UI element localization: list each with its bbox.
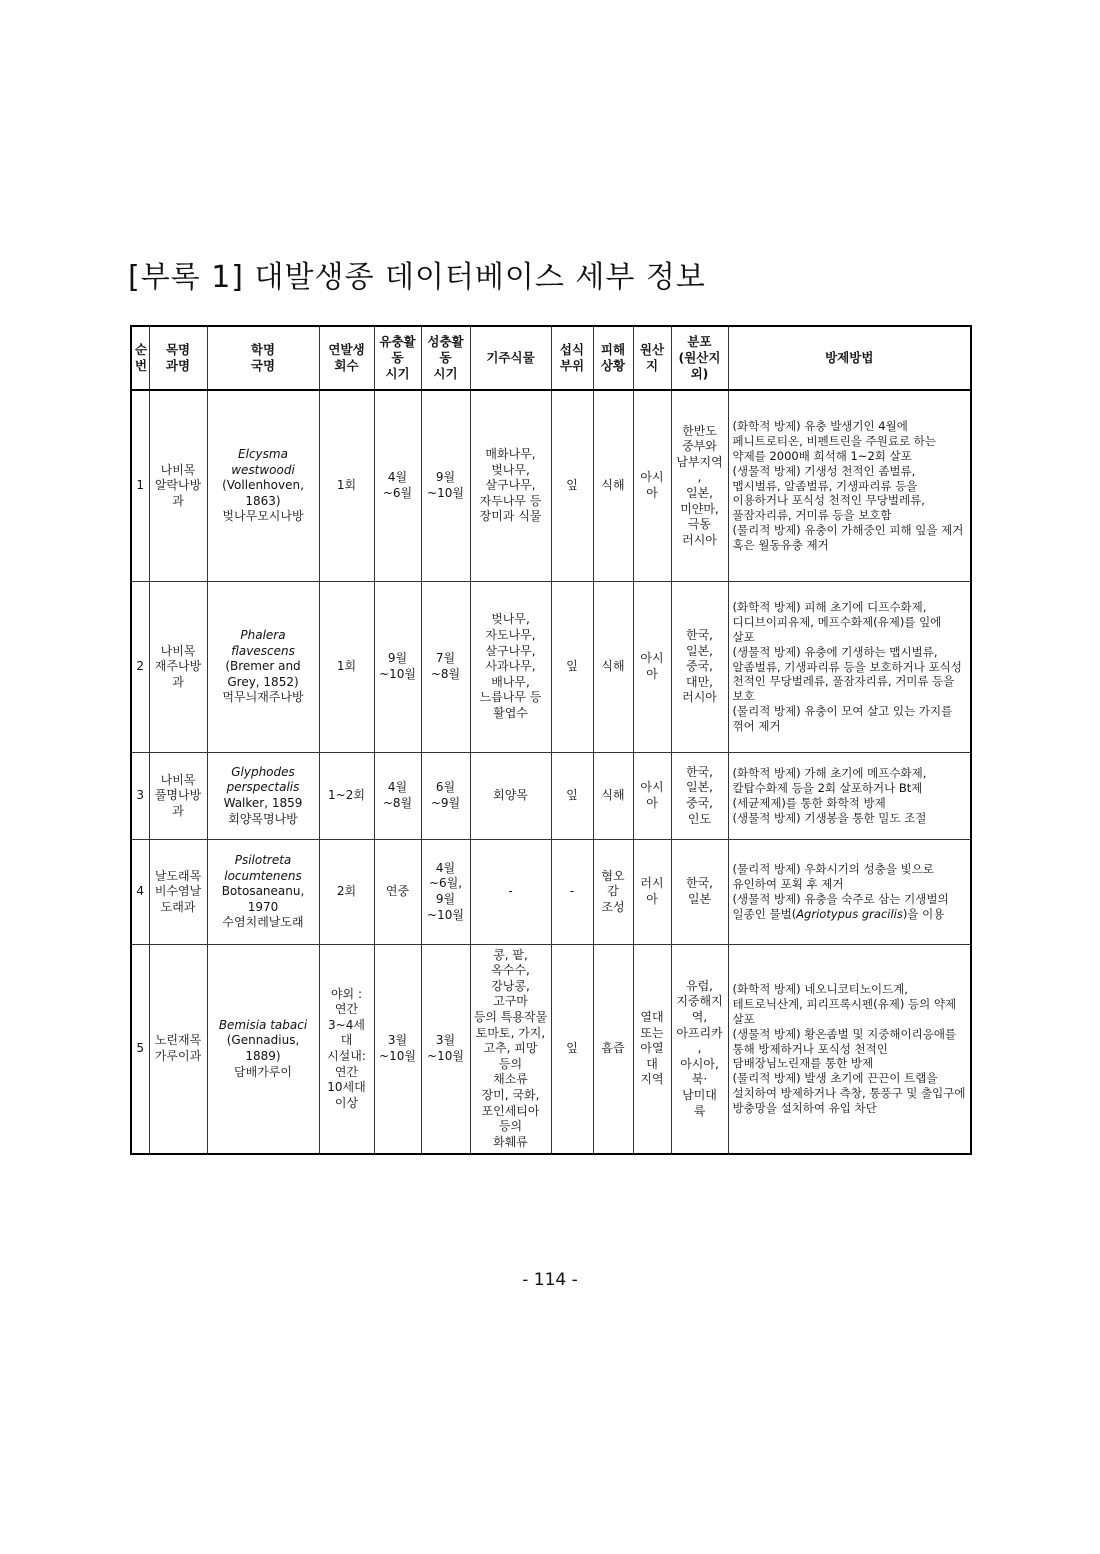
table-row [131,582,971,753]
cell-adult-period: 6월~9월 [421,753,470,840]
cell-adult-period: 4월~6월, 9월~10월 [421,840,470,945]
cell-host-plants: 매화나무, 벚나무, 살구나무, 자두나무 등 장미과 식물 [470,390,551,582]
cell-control: (화학적 방제) 가해 초기에 메프수화제, 칼탑수화제 등을 2회 살포하거나 Bt제(세균제제)를 통한 화학적 방제 (생물적 방제) 기생봉을 통한 밀도 조절 [728,753,971,840]
cell-scientific-name [207,840,319,945]
header-order-family: 목명 과명 [149,326,207,390]
cell-feeding-part: 잎 [551,390,593,582]
cell-order-family: 나비목 풀명나방과 [149,753,207,840]
cell-distribution: 한국, 일본, 중국, 대만, 러시아 [671,582,728,753]
cell-order-family: 나비목 알락나방과 [149,390,207,582]
cell-damage: 혐오감 조성 [593,840,633,945]
cell-adult-period: 7월~8월 [421,582,470,753]
korean-name: 회양목명나방 [228,811,298,826]
cell-feeding-part: 잎 [551,945,593,1155]
cell-control: (화학적 방제) 유충 발생기인 4월에 페니트로티온, 비펜트린을 주원료로 하는 약제를 2000배 희석해 1~2회 살포 (생물적 방제) 기생성 천적인 좀벌류, 맵시벌류, 알좀벌류, 기생파리류 등을 이용하거나 포식성 천적인 무당벌레류, 풀잠자리류, 거미류 등을 보호함 (물리적 방제) 유충이 가해중인 피해 잎을 제거 혹은 월동유충 제거 [728,390,971,582]
korean-name: 먹무늬재주나방 [222,690,304,705]
cell-origin: 열대 또는 아열대 지역 [633,945,671,1155]
cell-order-family: 노린재목 가루이과 [149,945,207,1155]
header-row [131,326,971,390]
cell-no: 3 [131,753,149,840]
cell-host-plants: 콩, 팥, 옥수수, 강낭콩, 고구마 등의 특용작물 토마토, 가지, 고추, 피망 등의 채소류 장미, 국화, 포인세티아 등의 화훼류 [470,945,551,1155]
cell-host-plants: 회양목 [470,753,551,840]
cell-no: 2 [131,582,149,753]
header-host-plants: 기주식물 [470,326,551,390]
cell-origin: 아시아 [633,582,671,753]
header-adult-period: 성충활동 시기 [421,326,470,390]
header-scientific-name: 학명 국명 [207,326,319,390]
page-number: - 114 - [522,1270,578,1290]
header-control: 방제방법 [728,326,971,390]
cell-feeding-part: 잎 [551,753,593,840]
header-larva-period: 유충활동 시기 [374,326,421,390]
author: (Gennadius, 1889) [226,1033,300,1063]
table-row [131,945,971,1155]
cell-generations: 1~2회 [319,753,374,840]
cell-feeding-part: 잎 [551,582,593,753]
scientific-name: Phalera flavescens [231,628,295,658]
cell-host-plants: 벚나무, 자도나무, 살구나무, 사과나무, 배나무, 느릅나무 등 활엽수 [470,582,551,753]
page-title: [부록 1] 대발생종 데이터베이스 세부 정보 [128,260,706,295]
cell-generations: 야외 : 연간 3~4세대 시설내:연간 10세대이상 [319,945,374,1155]
header-generations: 연발생 회수 [319,326,374,390]
header-distribution: 분포 (원산지외) [671,326,728,390]
scientific-name: Bemisia tabaci [218,1017,308,1032]
cell-order-family: 날도래목 비수염날도래과 [149,840,207,945]
table-row [131,753,971,840]
cell-damage: 흡즙 [593,945,633,1155]
cell-host-plants: - [470,840,551,945]
cell-larva-period: 3월~10월 [374,945,421,1155]
cell-adult-period: 3월~10월 [421,945,470,1155]
cell-damage: 식해 [593,390,633,582]
cell-feeding-part: - [551,840,593,945]
scientific-name: Glyphodes perspectalis [226,764,300,795]
cell-scientific-name [207,390,319,582]
cell-adult-period: 9월~10월 [421,390,470,582]
control-scientific-name: Agriotypus gracilis [796,906,903,921]
scientific-name: Elcysma westwoodi [231,447,295,477]
author: Botosaneanu, 1970 [221,884,305,914]
cell-generations: 1회 [319,390,374,582]
cell-generations: 2회 [319,840,374,945]
cell-no: 1 [131,390,149,582]
header-feeding-part: 섭식 부위 [551,326,593,390]
cell-no: 5 [131,945,149,1155]
cell-larva-period: 4월~8월 [374,753,421,840]
cell-order-family: 나비목 재주나방과 [149,582,207,753]
cell-scientific-name [207,753,319,840]
cell-larva-period: 9월~10월 [374,582,421,753]
cell-larva-period: 4월~6월 [374,390,421,582]
cell-origin: 러시아 [633,840,671,945]
outbreak-species-table [130,325,972,1155]
cell-distribution: 한반도 중부와 남부지역, 일본, 미얀마, 극동 러시아 [671,390,728,582]
cell-control [728,840,971,945]
korean-name: 벚나무모시나방 [222,509,304,524]
korean-name: 수염치레날도래 [222,915,304,930]
cell-control: (화학적 방제) 네오니코티노이드계, 테트로닉산계, 피리프록시펜(유제) 등의 약제 살포 (생물적 방제) 황온좀벌 및 지중해이리응애를 통해 방제하거나 포식성 천적인 담배장님노린재를 통한 방제 (물리적 방제) 발생 초기에 끈끈이 트랩을 설치하여 방제하거나 측창, 통풍구 및 출입구에 방충망을 설치하여 유입 차단 [728,945,971,1155]
header-damage: 피해 상황 [593,326,633,390]
cell-damage: 식해 [593,753,633,840]
author: Walker, 1859 [223,796,303,810]
author: (Bremer and Grey, 1852) [225,659,301,689]
cell-distribution: 한국, 일본 [671,840,728,945]
cell-distribution: 한국, 일본, 중국, 인도 [671,753,728,840]
cell-no: 4 [131,840,149,945]
cell-origin: 아시아 [633,390,671,582]
cell-origin: 아시아 [633,753,671,840]
korean-name: 담배가루이 [234,1064,292,1079]
cell-scientific-name [207,945,319,1155]
scientific-name: Psilotreta locumtenens [224,853,302,883]
table-row [131,390,971,582]
control-text-end: )을 이용 [902,906,945,921]
cell-scientific-name [207,582,319,753]
cell-larva-period: 연중 [374,840,421,945]
cell-distribution: 유럽, 지중해지역, 아프리카, 아시아, 북·남미대 륙 [671,945,728,1155]
cell-generations: 1회 [319,582,374,753]
cell-damage: 식해 [593,582,633,753]
header-origin: 원산지 [633,326,671,390]
header-no: 순 번 [131,326,149,390]
table-row [131,840,971,945]
cell-control: (화학적 방제) 피해 초기에 디프수화제, 디디브이피유제, 메프수화제(유제)를 잎에 살포 (생물적 방제) 유충에 기생하는 맵시벌류, 알좀벌류, 기생파리류 등을 보호하거나 포식성 천적인 무당벌레류, 풀잠자리류, 거미류 등을 보호 (물리적 방제) 유충이 모여 살고 있는 가지를 꺾어 제거 [728,582,971,753]
control-text: (물리적 방제) 우화시기의 성충을 빛으로 유인하여 포획 후 제거 (생물적 방제) 유충을 숙주로 삼는 기생벌의 일종인 물벌( [732,862,949,921]
author: (Vollenhoven, 1863) [222,478,304,508]
